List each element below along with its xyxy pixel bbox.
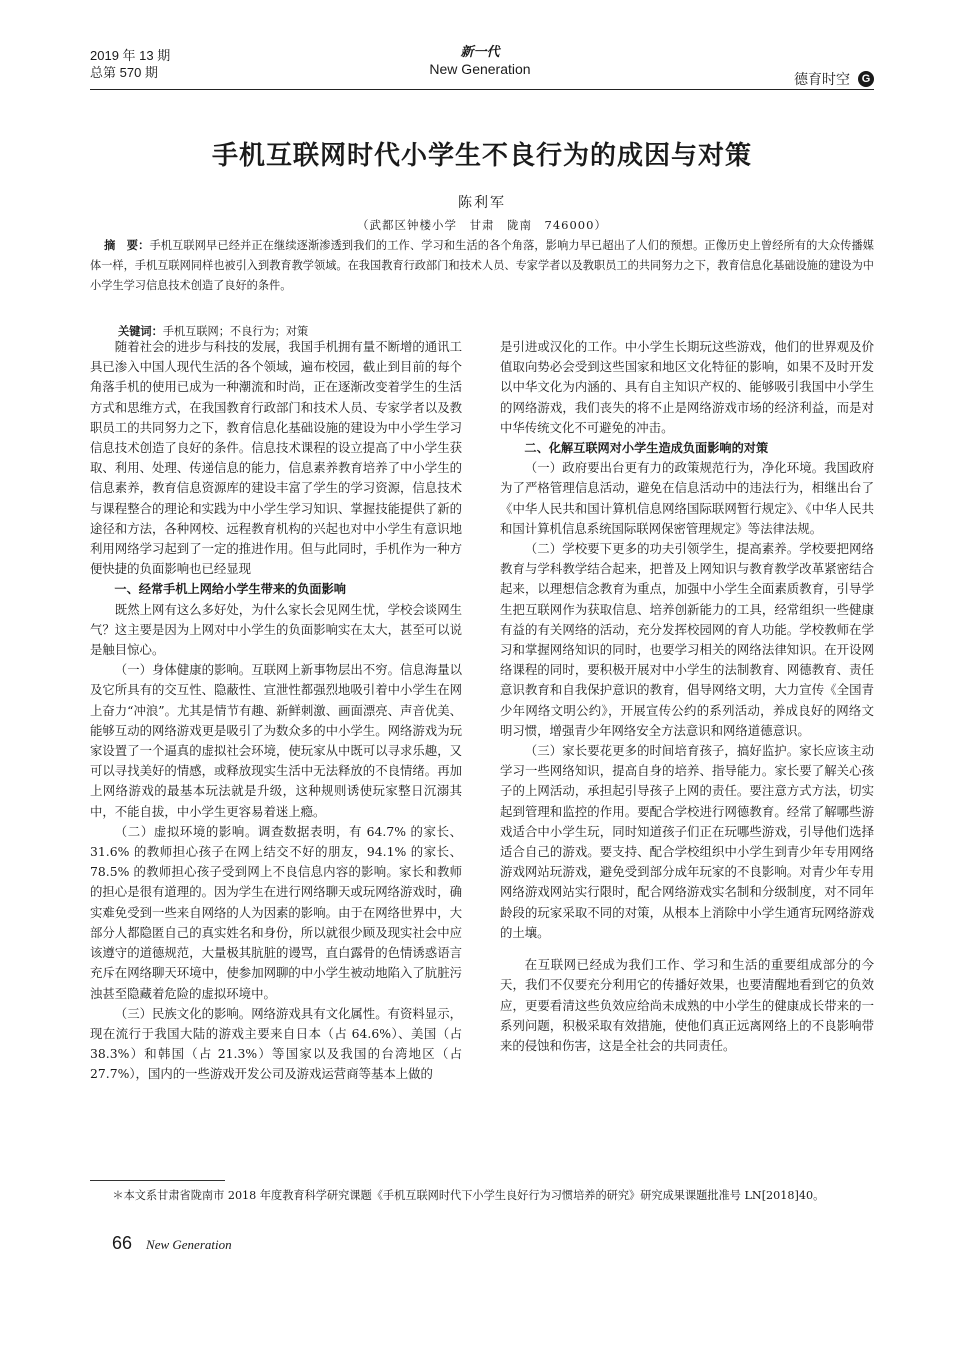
body-paragraph: 随着社会的进步与科技的发展，我国手机拥有量不断增的通讯工具已渗入中国人现代生活的各个领域，遍布校园，截止到目前的每个角落手机的使用已成为一种潮流和时尚，正在逐渐改变着学生的生活方式和思维方式，在我国教育行政部门和技术人员、专家学者以及教职员工的共同努力之下，教育信息化基础设施的建设为中小学生学习信息技术创造了良好的条件。信息技术课程的设立提高了中小学生获取、利用、处理、传递信息的能力，信息素养教育培养了中小学生的信息素养，教育信息资源库的建设丰富了学生的学习资源，信息技术与课程整合的理论和实践为中小学生学习知识、掌握技能提供了新的途径和方法，各种网校、远程教育机构的兴起也对中小学生有意识地利用网络学习起到了一定的推进作用。但与此同时，手机作为一种方便快捷的负面影响也已经显现 <box>90 339 462 577</box>
section-heading: 二、化解互联网对小学生造成负面影响的对策 <box>524 441 769 456</box>
body-paragraph: （二）虚拟环境的影响。调查数据表明，有 64.7% 的家长、31.6% 的教师担心孩子在网上结交不好的朋友，94.1% 的家长、78.5% 的教师担心孩子受到网上不良信息内容的影响。家长和教师的担心是很有道理的。因为学生在进行网络聊天或玩网络游戏时，确实难免受到一些来自网络的人为因素的影响。由于在网络世界中，大部分人都隐匿自己的真实姓名和身份，所以就很少顾及现实社会中应该遵守的道德规范，大量极其肮脏的谩骂，直白露骨的色情诱惑语言充斥在网络聊天环境中，使参加网聊的中小学生被动地陷入了肮脏污浊甚至隐藏着危险的虚拟环境中。 <box>90 823 462 1001</box>
body-paragraph: 在互联网已经成为我们工作、学习和生活的重要组成部分的今天，我们不仅要充分利用它的传播好效果，也要清醒地看到它的负效应，更要看清这些负效应给尚未成熟的中小学生的健康成长带来的一系列问题，积极采取有效措施，使他们真正远离网络上的不良影响带来的侵蚀和伤害，这是全社会的共同责任。 <box>500 957 874 1053</box>
page-footer <box>112 1233 232 1254</box>
footnote-rule <box>90 1180 225 1181</box>
article-title: 手机互联网时代小学生不良行为的成因与对策 <box>211 141 752 171</box>
keywords-label: 关键词： <box>118 325 163 338</box>
body-paragraph: （二）学校要下更多的功夫引领学生，提高素养。学校要把网络教育与学科教学结合起来，把普及上网知识与教育教学改革紧密结合起来，以理想信念教育为重点，加强中小学生全面素质教育，引导学生把互联网作为获取信息、培养创新能力的工具，经常组织一些健康有益的有关网络的活动，充分发挥校园网的育人功能。学校教师在学习和掌握网络知识的同时，也要学习相关的网络法律知识。在开设网络课程的同时，要积极开展对中小学生的法制教育、网德教育、责任意识教育和自我保护意识的教育，倡导网络文明，大力宣传《全国青少年网络文明公约》，开展宣传公约的系列活动，养成良好的网络文明习惯，增强青少年网络安全方法意识和网络道德意识。 <box>500 541 874 738</box>
abstract-text: 手机互联网早已经并正在继续逐渐渗透到我们的工作、学习和生活的各个角落，影响力早已超出了人们的预想。正像历史上曾经所有的大众传播媒体一样，手机互联网同样也被引入到教育教学领域。在我国教育行政部门和技术人员、专家学者以及教职员工的共同努力之下，教育信息化基础设施的建设为中小学生学习信息技术创造了良好的条件。 <box>90 239 874 292</box>
body-paragraph: （一）政府要出台更有力的政策规范行为，净化环境。我国政府为了严格管理信息活动，避免在信息活动中的违法行为，相继出台了《中华人民共和国计算机信息网络国际联网暂行规定》、《中华人民共和国计算机信息系统国际联网保密管理规定》等法律法规。 <box>500 460 874 536</box>
body-paragraph: （三）民族文化的影响。网络游戏具有文化属性。有资料显示，现在流行于我国大陆的游戏主要来自日本（占 64.6%）、美国（占 38.3%）和韩国（占 21.3%）等国家以及我国的台湾地区（占 27.7%），国内的一些游戏开发公司及游戏运营商等基本上做的 <box>90 1005 462 1082</box>
footer-journal-name: New Generation <box>146 1237 232 1252</box>
body-column-left <box>90 337 462 1085</box>
header-rule <box>90 89 874 90</box>
section-label <box>794 69 874 89</box>
section-name: 德育时空 <box>794 71 850 87</box>
journal-name-en: New Generation <box>429 61 531 77</box>
body-paragraph: （三）家长要花更多的时间培育孩子，搞好监护。家长应该主动学习一些网络知识，提高自身的培养、指导能力。家长要了解关心孩子的上网活动，承担起引导孩子上网的责任。要注意方式方法，切实起到管理和监控的作用。要配合学校进行网德教育。经常了解哪些游戏适合中小学生玩，同时知道孩子们正在玩哪些游戏，引导他们选择适合自己的游戏。要支持、配合学校组织中小学生到青少年专用网络游戏网站玩游戏，避免受到部分成年玩家的不良影响。对青少年专用网络游戏网站实行限时，配合网络游戏实名制和分级制度，对不同年龄段的玩家采取不同的对策，从根本上消除中小学生通宵玩网络游戏的土壤。 <box>500 743 874 940</box>
body-paragraph: （一）身体健康的影响。互联网上新事物层出不穷。信息海量以及它所具有的交互性、隐蔽性、宣泄性都强烈地吸引着中小学生在网上奋力“冲浪”。尤其是情节有趣、新鲜刺激、画面漂亮、声音优美、能够互动的网络游戏更是吸引了为数众多的中小学生。网络游戏为玩家设置了一个逼真的虚拟社会环境，使玩家从中既可以寻求乐趣，又可以寻找美好的情感，或释放现实生活中无法释放的不良情绪。再加上网络游戏的最基本玩法就是升级，这种规则诱使玩家整日沉溺其中，不能自拔，中小学生更容易着迷上瘾。 <box>90 662 462 819</box>
author-affiliation: （武都区钟楼小学 甘肃 陇南 746000） <box>357 218 607 232</box>
section-heading: 一、经常手机上网给小学生带来的负面影响 <box>114 582 346 597</box>
body-paragraph: 既然上网有这么多好处，为什么家长会见网生忧，学校会谈网生气？这主要是因为上网对中小学生的负面影响实在太大，甚至可以说是触目惊心。 <box>90 601 462 658</box>
body-column-right <box>500 337 874 1056</box>
journal-name-cn: 新一代 <box>460 44 500 59</box>
abstract <box>90 236 874 296</box>
footnote: ＊本文系甘肃省陇南市 2018 年度教育科学研究课题《手机互联网时代下小学生良好行为习惯培养的研究》研究成果课题批准号 LN[2018]40。 <box>112 1189 825 1202</box>
body-paragraph: 是引进或汉化的工作。中小学生长期玩这些游戏，他们的世界观及价值取向势必会受到这些国家和地区文化特征的影响，如果不及时开发以中华文化为内涵的、具有自主知识产权的、能够吸引我国中小学生的网络游戏，我们丧失的将不止是网络游戏市场的经济利益，而是对中华传统文化不可避免的冲击。 <box>500 339 874 435</box>
issue-number: 2019 年 13 期 <box>90 48 171 63</box>
keywords-text: 手机互联网；不良行为；对策 <box>162 325 309 338</box>
abstract-label: 摘 要： <box>104 239 150 252</box>
page-number: 66 <box>112 1233 133 1253</box>
section-g-icon: G <box>858 71 874 87</box>
journal-masthead <box>390 44 570 78</box>
article-author: 陈利军 <box>458 195 506 211</box>
issue-info <box>90 47 170 81</box>
issue-total: 总第 570 期 <box>90 65 158 80</box>
